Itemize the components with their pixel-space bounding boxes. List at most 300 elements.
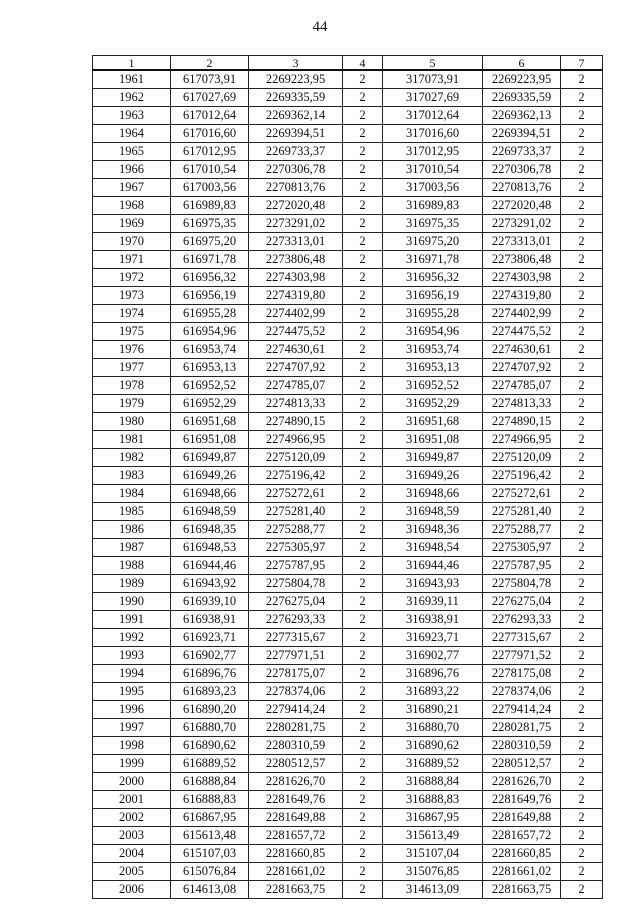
table-cell: 2275288,77 (249, 521, 343, 539)
table-row (93, 575, 603, 593)
table-cell: 2 (561, 575, 603, 593)
table-cell: 615076,84 (171, 863, 249, 881)
table-cell: 2 (561, 89, 603, 107)
table-cell: 2 (343, 809, 383, 827)
table-cell: 614613,08 (171, 881, 249, 899)
table-cell: 2 (561, 719, 603, 737)
table-cell: 2 (343, 773, 383, 791)
table-cell: 2 (561, 143, 603, 161)
table-cell: 616954,96 (171, 323, 249, 341)
table-cell: 2 (561, 521, 603, 539)
table-cell: 2281657,72 (249, 827, 343, 845)
table-cell: 2275305,97 (249, 539, 343, 557)
table-cell: 316902,77 (383, 647, 483, 665)
table-cell: 2 (343, 179, 383, 197)
table-cell: 2 (343, 629, 383, 647)
table-cell: 2269394,51 (483, 125, 561, 143)
table-cell: 2281649,76 (483, 791, 561, 809)
table-cell: 2281661,02 (249, 863, 343, 881)
page-number: 44 (312, 19, 328, 35)
table-row (93, 215, 603, 233)
table-cell: 2278374,06 (249, 683, 343, 701)
table-cell: 316890,62 (383, 737, 483, 755)
table-cell: 616939,10 (171, 593, 249, 611)
table-cell: 616948,53 (171, 539, 249, 557)
table-cell: 1999 (93, 755, 171, 773)
table-cell: 616880,70 (171, 719, 249, 737)
table-row (93, 683, 603, 701)
table-cell: 2 (343, 161, 383, 179)
table-cell: 316896,76 (383, 665, 483, 683)
table-cell: 1990 (93, 593, 171, 611)
table-row (93, 827, 603, 845)
table-row (93, 359, 603, 377)
table-cell: 616956,32 (171, 269, 249, 287)
table-cell: 616948,59 (171, 503, 249, 521)
table-cell: 2280512,57 (249, 755, 343, 773)
table-cell: 2 (561, 683, 603, 701)
table-cell: 315613,49 (383, 827, 483, 845)
table-cell: 2281626,70 (249, 773, 343, 791)
table-row (93, 521, 603, 539)
table-cell: 617010,54 (171, 161, 249, 179)
table-cell: 1980 (93, 413, 171, 431)
table-cell: 316948,66 (383, 485, 483, 503)
table-cell: 2 (561, 773, 603, 791)
table-cell: 1987 (93, 539, 171, 557)
table-cell: 1971 (93, 251, 171, 269)
table-cell: 616888,84 (171, 773, 249, 791)
table-cell: 1969 (93, 215, 171, 233)
table-row (93, 845, 603, 863)
table-cell: 615613,48 (171, 827, 249, 845)
table-row (93, 881, 603, 899)
table-row (93, 503, 603, 521)
table-cell: 2280310,59 (483, 737, 561, 755)
table-cell: 2269335,59 (483, 89, 561, 107)
table-cell: 2 (343, 611, 383, 629)
table-cell: 2278175,07 (249, 665, 343, 683)
table-row (93, 719, 603, 737)
table-row (93, 593, 603, 611)
table-cell: 616893,23 (171, 683, 249, 701)
table-cell: 2 (343, 251, 383, 269)
table-cell: 616902,77 (171, 647, 249, 665)
table-cell: 1963 (93, 107, 171, 125)
table-cell: 1989 (93, 575, 171, 593)
table-cell: 316956,19 (383, 287, 483, 305)
table-cell: 2273806,48 (483, 251, 561, 269)
table-cell: 2 (343, 503, 383, 521)
table-cell: 316938,91 (383, 611, 483, 629)
table-cell: 616956,19 (171, 287, 249, 305)
table-cell: 2278374,06 (483, 683, 561, 701)
table-cell: 2 (343, 233, 383, 251)
table-cell: 2277315,67 (483, 629, 561, 647)
table-cell: 2 (343, 377, 383, 395)
table-cell: 2274785,07 (249, 377, 343, 395)
table-cell: 2275272,61 (249, 485, 343, 503)
table-cell: 616949,26 (171, 467, 249, 485)
table-cell: 2281626,70 (483, 773, 561, 791)
table-cell: 2274890,15 (249, 413, 343, 431)
table-cell: 2 (561, 539, 603, 557)
table-cell: 2 (343, 323, 383, 341)
table-cell: 1966 (93, 161, 171, 179)
table-cell: 2 (343, 701, 383, 719)
table-cell: 2 (343, 575, 383, 593)
table-cell: 2274813,33 (483, 395, 561, 413)
table-cell: 2274707,92 (249, 359, 343, 377)
table-cell: 2 (561, 593, 603, 611)
table-cell: 1973 (93, 287, 171, 305)
table-row (93, 809, 603, 827)
table-cell: 316952,52 (383, 377, 483, 395)
table-row (93, 233, 603, 251)
table-cell: 1972 (93, 269, 171, 287)
table-cell: 316955,28 (383, 305, 483, 323)
table-cell: 316952,29 (383, 395, 483, 413)
table-cell: 316923,71 (383, 629, 483, 647)
table-cell: 1967 (93, 179, 171, 197)
table-row (93, 755, 603, 773)
table-cell: 2273806,48 (249, 251, 343, 269)
table-cell: 2275305,97 (483, 539, 561, 557)
table-cell: 2 (561, 413, 603, 431)
table-cell: 316948,59 (383, 503, 483, 521)
table-cell: 616896,76 (171, 665, 249, 683)
table-cell: 2269362,14 (249, 107, 343, 125)
table-cell: 2 (343, 827, 383, 845)
table-cell: 2269223,95 (483, 70, 561, 89)
table-cell: 316989,83 (383, 197, 483, 215)
header-cell: 6 (483, 56, 561, 71)
table-cell: 2 (343, 305, 383, 323)
table-cell: 316880,70 (383, 719, 483, 737)
table-cell: 2 (561, 485, 603, 503)
table-cell: 2274785,07 (483, 377, 561, 395)
table-cell: 2281660,85 (249, 845, 343, 863)
table-cell: 1961 (93, 70, 171, 89)
table-cell: 616949,87 (171, 449, 249, 467)
table-cell: 616955,28 (171, 305, 249, 323)
table-cell: 2 (343, 269, 383, 287)
table-cell: 2 (561, 755, 603, 773)
table-cell: 2274402,99 (483, 305, 561, 323)
table-row (93, 269, 603, 287)
table-cell: 2276275,04 (249, 593, 343, 611)
table-cell: 616953,74 (171, 341, 249, 359)
table-cell: 2 (561, 809, 603, 827)
table-row (93, 197, 603, 215)
table-cell: 616948,66 (171, 485, 249, 503)
table-cell: 316975,20 (383, 233, 483, 251)
table-cell: 316953,74 (383, 341, 483, 359)
table-cell: 2273291,02 (483, 215, 561, 233)
table-cell: 2269335,59 (249, 89, 343, 107)
table-cell: 316975,35 (383, 215, 483, 233)
table-cell: 2 (561, 395, 603, 413)
table-cell: 317003,56 (383, 179, 483, 197)
table-cell: 2000 (93, 773, 171, 791)
table-cell: 1968 (93, 197, 171, 215)
table-cell: 2 (343, 881, 383, 899)
table-row (93, 107, 603, 125)
table-cell: 1997 (93, 719, 171, 737)
table-cell: 2 (343, 845, 383, 863)
table-cell: 616867,95 (171, 809, 249, 827)
table-row (93, 467, 603, 485)
table-cell: 2 (343, 647, 383, 665)
table-cell: 2 (561, 377, 603, 395)
table-cell: 2001 (93, 791, 171, 809)
table-cell: 1970 (93, 233, 171, 251)
table-cell: 316948,36 (383, 521, 483, 539)
table-row (93, 629, 603, 647)
table-cell: 616948,35 (171, 521, 249, 539)
table-cell: 2 (561, 359, 603, 377)
table-cell: 2 (561, 791, 603, 809)
table-cell: 2 (561, 215, 603, 233)
table-cell: 1981 (93, 431, 171, 449)
table-cell: 2274966,95 (249, 431, 343, 449)
table-cell: 2274630,61 (249, 341, 343, 359)
table-cell: 1975 (93, 323, 171, 341)
table-cell: 616952,52 (171, 377, 249, 395)
table-cell: 2274319,80 (249, 287, 343, 305)
table-cell: 2 (343, 665, 383, 683)
table-cell: 2269223,95 (249, 70, 343, 89)
table-cell: 2 (343, 359, 383, 377)
table-row (93, 143, 603, 161)
table-cell: 316943,93 (383, 575, 483, 593)
table-cell: 2 (561, 881, 603, 899)
table-cell: 2269733,37 (249, 143, 343, 161)
header-cell: 2 (171, 56, 249, 71)
table-cell: 2 (343, 287, 383, 305)
table-cell: 2281649,76 (249, 791, 343, 809)
table-cell: 316939,11 (383, 593, 483, 611)
table-cell: 316888,83 (383, 791, 483, 809)
table-row (93, 737, 603, 755)
table-cell: 2 (561, 737, 603, 755)
table-cell: 316953,13 (383, 359, 483, 377)
table-cell: 2280281,75 (483, 719, 561, 737)
table-cell: 1994 (93, 665, 171, 683)
table-cell: 2272020,48 (249, 197, 343, 215)
table-cell: 616938,91 (171, 611, 249, 629)
table-cell: 2281657,72 (483, 827, 561, 845)
table-cell: 317016,60 (383, 125, 483, 143)
table-row (93, 611, 603, 629)
table-cell: 1991 (93, 611, 171, 629)
table-cell: 2 (561, 827, 603, 845)
table-cell: 616890,62 (171, 737, 249, 755)
table-cell: 2 (343, 125, 383, 143)
table-row (93, 323, 603, 341)
table-cell: 316971,78 (383, 251, 483, 269)
table-cell: 2273313,01 (483, 233, 561, 251)
table-row (93, 773, 603, 791)
table-cell: 1984 (93, 485, 171, 503)
table-cell: 2 (343, 215, 383, 233)
table-cell: 2 (343, 89, 383, 107)
table-cell: 317012,95 (383, 143, 483, 161)
table-cell: 2277971,52 (483, 647, 561, 665)
table-cell: 2 (343, 107, 383, 125)
table-cell: 616975,20 (171, 233, 249, 251)
table-cell: 2 (561, 323, 603, 341)
table-cell: 616944,46 (171, 557, 249, 575)
table-cell: 2003 (93, 827, 171, 845)
table-row (93, 341, 603, 359)
table-cell: 2 (343, 755, 383, 773)
table-cell: 2280281,75 (249, 719, 343, 737)
table-cell: 315076,85 (383, 863, 483, 881)
header-cell: 1 (93, 56, 171, 71)
table-row (93, 70, 603, 89)
table-cell: 316889,52 (383, 755, 483, 773)
table-cell: 2275196,42 (483, 467, 561, 485)
table-cell: 2281661,02 (483, 863, 561, 881)
table-cell: 616989,83 (171, 197, 249, 215)
table-cell: 2 (343, 539, 383, 557)
table-cell: 2273313,01 (249, 233, 343, 251)
table-cell: 2275120,09 (249, 449, 343, 467)
table-cell: 1978 (93, 377, 171, 395)
table-cell: 316888,84 (383, 773, 483, 791)
table-row (93, 377, 603, 395)
table-cell: 2 (343, 143, 383, 161)
table-cell: 316867,95 (383, 809, 483, 827)
table-row (93, 305, 603, 323)
table-cell: 616971,78 (171, 251, 249, 269)
table-body (93, 70, 603, 899)
table-cell: 617003,56 (171, 179, 249, 197)
table-cell: 616953,13 (171, 359, 249, 377)
table-cell: 2 (561, 287, 603, 305)
table-cell: 615107,03 (171, 845, 249, 863)
table-cell: 2276293,33 (483, 611, 561, 629)
table-cell: 2275281,40 (249, 503, 343, 521)
table-cell: 1996 (93, 701, 171, 719)
table-cell: 316951,08 (383, 431, 483, 449)
table-cell: 2277971,51 (249, 647, 343, 665)
table-cell: 2 (561, 161, 603, 179)
table-row (93, 161, 603, 179)
table-cell: 2274813,33 (249, 395, 343, 413)
table-cell: 1995 (93, 683, 171, 701)
table-cell: 2 (343, 449, 383, 467)
table-cell: 2280512,57 (483, 755, 561, 773)
table-cell: 2 (561, 251, 603, 269)
table-cell: 316951,68 (383, 413, 483, 431)
header-cell: 7 (561, 56, 603, 71)
table-cell: 2 (561, 557, 603, 575)
table-cell: 616943,92 (171, 575, 249, 593)
table-cell: 2 (561, 269, 603, 287)
table-cell: 2275120,09 (483, 449, 561, 467)
header-row (93, 56, 603, 71)
table-cell: 2 (343, 341, 383, 359)
table-cell: 2 (343, 593, 383, 611)
table-row (93, 701, 603, 719)
table-cell: 1965 (93, 143, 171, 161)
header-cell: 4 (343, 56, 383, 71)
table-cell: 2276293,33 (249, 611, 343, 629)
table-cell: 2272020,48 (483, 197, 561, 215)
table-cell: 2276275,04 (483, 593, 561, 611)
table-cell: 2 (343, 683, 383, 701)
table-cell: 316949,26 (383, 467, 483, 485)
table-row (93, 863, 603, 881)
table-cell: 2 (561, 647, 603, 665)
table-cell: 616951,68 (171, 413, 249, 431)
table-cell: 317027,69 (383, 89, 483, 107)
table-cell: 2 (343, 467, 383, 485)
table-cell: 617073,91 (171, 70, 249, 89)
table-cell: 2269394,51 (249, 125, 343, 143)
table-cell: 2281663,75 (249, 881, 343, 899)
table-cell: 2274475,52 (249, 323, 343, 341)
table-cell: 1986 (93, 521, 171, 539)
table-header (93, 56, 603, 71)
table-cell: 316949,87 (383, 449, 483, 467)
table-cell: 2004 (93, 845, 171, 863)
table-cell: 2 (561, 863, 603, 881)
table-cell: 2 (343, 557, 383, 575)
table-cell: 616952,29 (171, 395, 249, 413)
table-cell: 2 (561, 179, 603, 197)
table-row (93, 791, 603, 809)
table-cell: 616889,52 (171, 755, 249, 773)
table-cell: 1964 (93, 125, 171, 143)
table-cell: 616975,35 (171, 215, 249, 233)
table-cell: 617016,60 (171, 125, 249, 143)
table-cell: 2002 (93, 809, 171, 827)
table-cell: 1998 (93, 737, 171, 755)
table-cell: 2 (561, 107, 603, 125)
table-cell: 2 (343, 863, 383, 881)
table-row (93, 179, 603, 197)
table-cell: 2269362,13 (483, 107, 561, 125)
table-cell: 2275804,78 (483, 575, 561, 593)
table-cell: 2274319,80 (483, 287, 561, 305)
table-cell: 2 (561, 233, 603, 251)
table-cell: 1982 (93, 449, 171, 467)
table-cell: 2270813,76 (483, 179, 561, 197)
table-cell: 1992 (93, 629, 171, 647)
table-cell: 2 (561, 701, 603, 719)
table-row (93, 647, 603, 665)
table-cell: 2 (343, 395, 383, 413)
table-row (93, 449, 603, 467)
table-cell: 2270306,78 (483, 161, 561, 179)
table-cell: 2 (561, 665, 603, 683)
table-cell: 2274402,99 (249, 305, 343, 323)
table-cell: 316956,32 (383, 269, 483, 287)
table-cell: 2274707,92 (483, 359, 561, 377)
table-cell: 2 (561, 70, 603, 89)
table-cell: 317010,54 (383, 161, 483, 179)
table-cell: 2274630,61 (483, 341, 561, 359)
table-cell: 2279414,24 (483, 701, 561, 719)
table-cell: 2 (343, 521, 383, 539)
table-row (93, 485, 603, 503)
table-cell: 316893,22 (383, 683, 483, 701)
table-cell: 616951,08 (171, 431, 249, 449)
header-cell: 3 (249, 56, 343, 71)
